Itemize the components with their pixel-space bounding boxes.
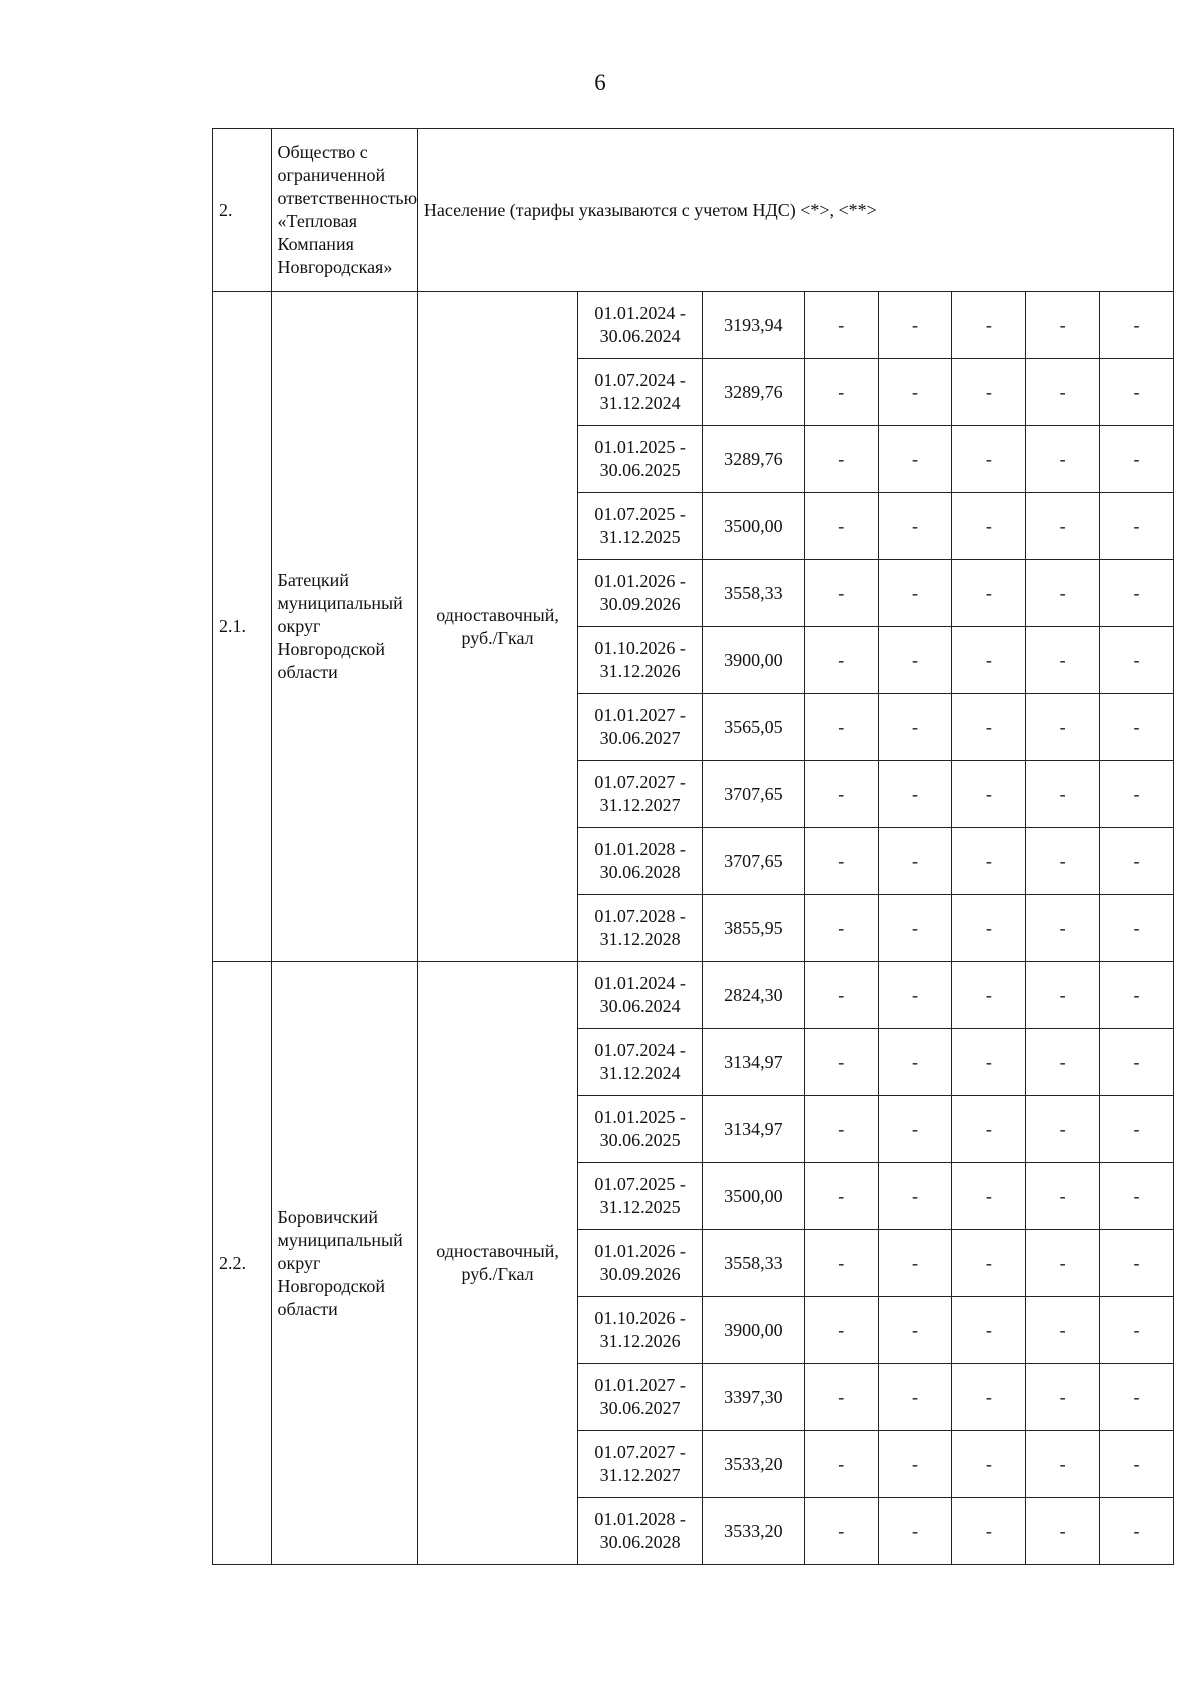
period-cell: 01.07.2024 - 31.12.2024: [578, 1029, 703, 1096]
dash-cell: -: [878, 1096, 952, 1163]
tariff-value: 3289,76: [702, 426, 804, 493]
page-number: 6: [594, 70, 606, 95]
period-cell: 01.01.2028 - 30.06.2028: [578, 1498, 703, 1565]
dash-cell: -: [1026, 1364, 1100, 1431]
period-cell: 01.01.2024 - 30.06.2024: [578, 292, 703, 359]
tariff-value: 3134,97: [702, 1029, 804, 1096]
dash-cell: -: [1100, 1431, 1174, 1498]
period-cell: 01.01.2027 - 30.06.2027: [578, 1364, 703, 1431]
dash-cell: -: [1100, 359, 1174, 426]
dash-cell: -: [1026, 1230, 1100, 1297]
dash-cell: -: [878, 426, 952, 493]
dash-cell: -: [878, 1230, 952, 1297]
dash-cell: -: [878, 828, 952, 895]
dash-cell: -: [952, 1163, 1026, 1230]
tariff-value: 3707,65: [702, 761, 804, 828]
dash-cell: -: [1026, 1163, 1100, 1230]
dash-cell: -: [1026, 560, 1100, 627]
population-note: Население (тарифы указываются с учетом НДС) <*>, <**>: [417, 129, 1173, 292]
period-cell: 01.07.2027 - 31.12.2027: [578, 761, 703, 828]
tariff-value: 3565,05: [702, 694, 804, 761]
dash-cell: -: [952, 1364, 1026, 1431]
tariff-value: 3533,20: [702, 1431, 804, 1498]
period-cell: 01.07.2027 - 31.12.2027: [578, 1431, 703, 1498]
dash-cell: -: [1026, 694, 1100, 761]
period-cell: 01.01.2025 - 30.06.2025: [578, 1096, 703, 1163]
tariff-value: 2824,30: [702, 962, 804, 1029]
tariff-type: одноставочный, руб./Гкал: [417, 962, 577, 1565]
period-cell: 01.07.2025 - 31.12.2025: [578, 493, 703, 560]
tariff-table: [212, 128, 1174, 1565]
dash-cell: -: [952, 426, 1026, 493]
dash-cell: -: [1026, 895, 1100, 962]
dash-cell: -: [804, 828, 878, 895]
dash-cell: -: [952, 560, 1026, 627]
dash-cell: -: [878, 761, 952, 828]
dash-cell: -: [1100, 828, 1174, 895]
tariff-value: 3500,00: [702, 493, 804, 560]
dash-cell: -: [804, 1163, 878, 1230]
dash-cell: -: [878, 359, 952, 426]
dash-cell: -: [1026, 1498, 1100, 1565]
table-row: [213, 292, 1174, 359]
dash-cell: -: [1026, 1029, 1100, 1096]
dash-cell: -: [804, 292, 878, 359]
section-number: 2.1.: [213, 292, 272, 962]
dash-cell: -: [804, 627, 878, 694]
dash-cell: -: [804, 895, 878, 962]
dash-cell: -: [878, 895, 952, 962]
dash-cell: -: [1100, 292, 1174, 359]
dash-cell: -: [878, 1364, 952, 1431]
period-cell: 01.10.2026 - 31.12.2026: [578, 1297, 703, 1364]
dash-cell: -: [878, 627, 952, 694]
tariff-value: 3500,00: [702, 1163, 804, 1230]
dash-cell: -: [952, 1498, 1026, 1565]
dash-cell: -: [952, 1230, 1026, 1297]
district-name: Батецкий муниципальный округ Новгородской области: [271, 292, 417, 962]
row-number: 2.: [213, 129, 272, 292]
dash-cell: -: [878, 962, 952, 1029]
dash-cell: -: [804, 560, 878, 627]
period-cell: 01.10.2026 - 31.12.2026: [578, 627, 703, 694]
dash-cell: -: [804, 1297, 878, 1364]
dash-cell: -: [1100, 1029, 1174, 1096]
dash-cell: -: [878, 1498, 952, 1565]
dash-cell: -: [1100, 1498, 1174, 1565]
dash-cell: -: [804, 493, 878, 560]
dash-cell: -: [1100, 761, 1174, 828]
dash-cell: -: [878, 560, 952, 627]
dash-cell: -: [1100, 1364, 1174, 1431]
dash-cell: -: [878, 1431, 952, 1498]
period-cell: 01.07.2024 - 31.12.2024: [578, 359, 703, 426]
dash-cell: -: [952, 627, 1026, 694]
dash-cell: -: [952, 1029, 1026, 1096]
dash-cell: -: [952, 828, 1026, 895]
dash-cell: -: [804, 1431, 878, 1498]
dash-cell: -: [878, 1029, 952, 1096]
tariff-value: 3558,33: [702, 1230, 804, 1297]
period-cell: 01.01.2026 - 30.09.2026: [578, 560, 703, 627]
dash-cell: -: [804, 426, 878, 493]
table-row: [213, 962, 1174, 1029]
dash-cell: -: [1026, 627, 1100, 694]
tariff-value: 3134,97: [702, 1096, 804, 1163]
dash-cell: -: [1100, 895, 1174, 962]
dash-cell: -: [804, 1096, 878, 1163]
dash-cell: -: [1100, 1163, 1174, 1230]
dash-cell: -: [952, 1431, 1026, 1498]
dash-cell: -: [878, 694, 952, 761]
district-name: Боровичский муниципальный округ Новгородской области: [271, 962, 417, 1565]
tariff-value: 3900,00: [702, 627, 804, 694]
dash-cell: -: [1100, 560, 1174, 627]
period-cell: 01.01.2028 - 30.06.2028: [578, 828, 703, 895]
dash-cell: -: [804, 962, 878, 1029]
dash-cell: -: [1026, 761, 1100, 828]
section-number: 2.2.: [213, 962, 272, 1565]
tariff-value: 3707,65: [702, 828, 804, 895]
dash-cell: -: [1100, 1297, 1174, 1364]
dash-cell: -: [952, 359, 1026, 426]
period-cell: 01.07.2025 - 31.12.2025: [578, 1163, 703, 1230]
dash-cell: -: [1026, 359, 1100, 426]
dash-cell: -: [1026, 1297, 1100, 1364]
tariff-value: 3397,30: [702, 1364, 804, 1431]
tariff-value: 3289,76: [702, 359, 804, 426]
dash-cell: -: [1026, 493, 1100, 560]
dash-cell: -: [804, 1230, 878, 1297]
dash-cell: -: [952, 292, 1026, 359]
dash-cell: -: [804, 694, 878, 761]
dash-cell: -: [952, 1096, 1026, 1163]
dash-cell: -: [952, 493, 1026, 560]
dash-cell: -: [1100, 962, 1174, 1029]
dash-cell: -: [1026, 1096, 1100, 1163]
tariff-value: 3558,33: [702, 560, 804, 627]
dash-cell: -: [1026, 1431, 1100, 1498]
dash-cell: -: [1026, 292, 1100, 359]
dash-cell: -: [952, 694, 1026, 761]
dash-cell: -: [1100, 493, 1174, 560]
dash-cell: -: [878, 1297, 952, 1364]
period-cell: 01.07.2028 - 31.12.2028: [578, 895, 703, 962]
dash-cell: -: [804, 1498, 878, 1565]
dash-cell: -: [878, 493, 952, 560]
dash-cell: -: [804, 761, 878, 828]
dash-cell: -: [878, 1163, 952, 1230]
period-cell: 01.01.2025 - 30.06.2025: [578, 426, 703, 493]
dash-cell: -: [804, 359, 878, 426]
tariff-value: 3855,95: [702, 895, 804, 962]
dash-cell: -: [878, 292, 952, 359]
organization-name: Общество с ограниченной ответственностью «Тепловая Компания Новгородская»: [271, 129, 417, 292]
dash-cell: -: [1100, 1230, 1174, 1297]
dash-cell: -: [952, 895, 1026, 962]
period-cell: 01.01.2026 - 30.09.2026: [578, 1230, 703, 1297]
dash-cell: -: [1100, 627, 1174, 694]
tariff-value: 3900,00: [702, 1297, 804, 1364]
dash-cell: -: [952, 761, 1026, 828]
dash-cell: -: [952, 962, 1026, 1029]
period-cell: 01.01.2027 - 30.06.2027: [578, 694, 703, 761]
dash-cell: -: [804, 1364, 878, 1431]
dash-cell: -: [1026, 828, 1100, 895]
period-cell: 01.01.2024 - 30.06.2024: [578, 962, 703, 1029]
organization-row: [213, 129, 1174, 292]
dash-cell: -: [1026, 426, 1100, 493]
dash-cell: -: [1100, 1096, 1174, 1163]
dash-cell: -: [804, 1029, 878, 1096]
dash-cell: -: [1026, 962, 1100, 1029]
tariff-value: 3533,20: [702, 1498, 804, 1565]
tariff-value: 3193,94: [702, 292, 804, 359]
dash-cell: -: [1100, 426, 1174, 493]
dash-cell: -: [1100, 694, 1174, 761]
dash-cell: -: [952, 1297, 1026, 1364]
tariff-type: одноставочный, руб./Гкал: [417, 292, 577, 962]
